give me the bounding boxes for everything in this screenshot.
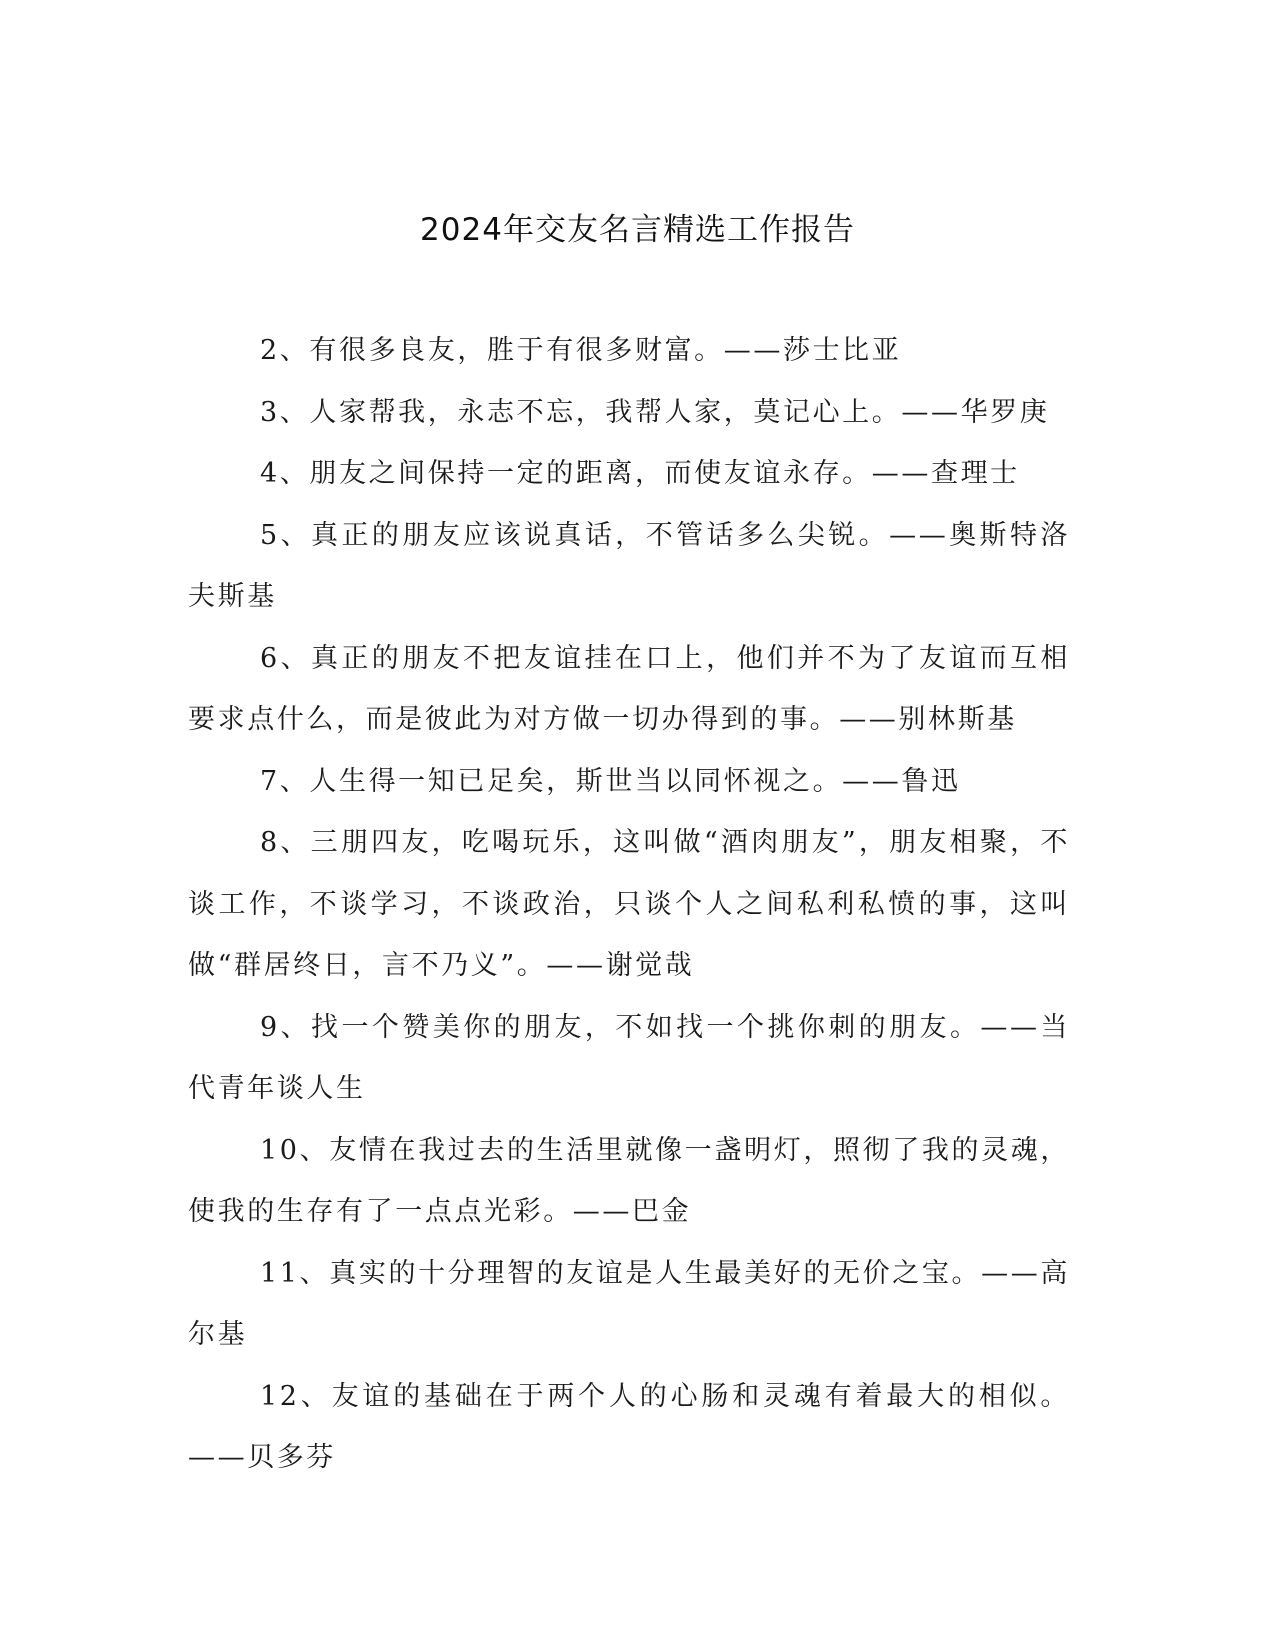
quote-paragraph: 5、真正的朋友应该说真话，不管话多么尖锐。——奥斯特洛夫斯基 — [188, 519, 1070, 612]
quote-paragraph: 3、人家帮我，永志不忘，我帮人家，莫记心上。——华罗庚 — [260, 396, 1050, 428]
quote-paragraph: 9、找一个赞美你的朋友，不如找一个挑你刺的朋友。——当代青年谈人生 — [188, 1011, 1070, 1104]
quote-paragraph: 8、三朋四友，吃喝玩乐，这叫做“酒肉朋友”，朋友相聚，不谈工作，不谈学习，不谈政治，只谈个人之间私利私愤的事，这叫做“群居终日，言不乃义”。——谢觉哉 — [188, 827, 1070, 981]
quote-paragraph: 11、真实的十分理智的友谊是人生最美好的无价之宝。——高尔基 — [188, 1257, 1070, 1350]
quote-paragraph: 4、朋友之间保持一定的距离，而使友谊永存。——查理士 — [260, 458, 1020, 489]
quote-paragraph: 7、人生得一知已足矣，斯世当以同怀视之。——鲁迅 — [260, 765, 961, 797]
quote-paragraph: 6、真正的朋友不把友谊挂在口上，他们并不为了友谊而互相要求点什么，而是彼此为对方做一切办得到的事。——别林斯基 — [188, 642, 1070, 735]
quote-paragraph: 12、友谊的基础在于两个人的心肠和灵魂有着最大的相似。——贝多芬 — [188, 1380, 1070, 1473]
document-body — [188, 320, 1070, 1489]
quote-paragraph: 10、友情在我过去的生活里就像一盏明灯，照彻了我的灵魂，使我的生存有了一点点光彩。——巴金 — [188, 1134, 1070, 1227]
quote-paragraph: 2、有很多良友，胜于有很多财富。——莎士比亚 — [260, 335, 902, 366]
document-title: 2024年交友名言精选工作报告 — [420, 212, 855, 248]
